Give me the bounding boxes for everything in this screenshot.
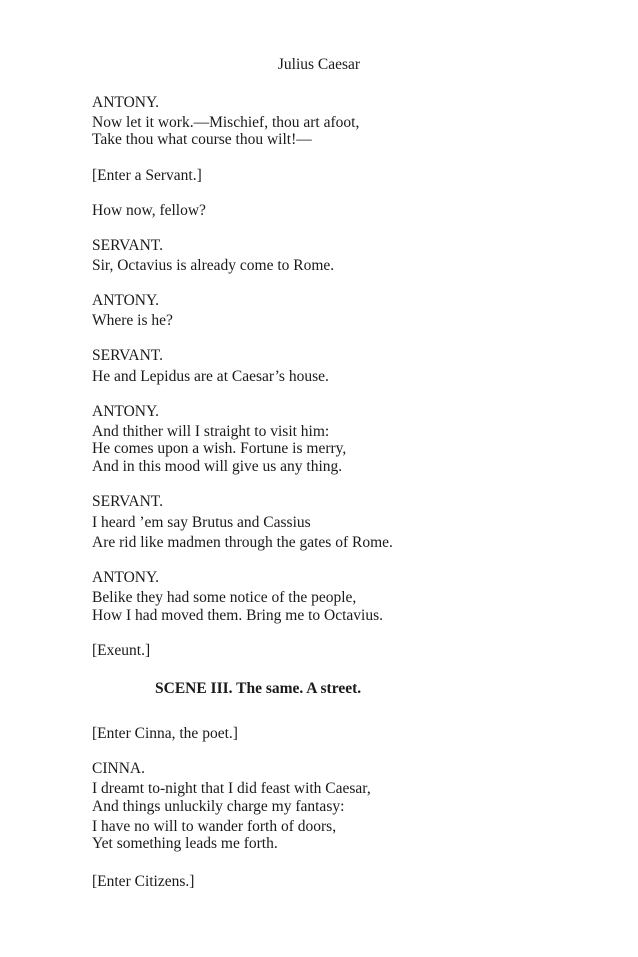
running-title: Julius Caesar xyxy=(277,56,361,73)
verse-line: Yet something leads me forth. xyxy=(92,835,278,852)
verse-line: Where is he? xyxy=(92,312,173,329)
speaker-name: SERVANT. xyxy=(92,493,163,510)
speaker-name: ANTONY. xyxy=(92,569,160,586)
verse-line: I heard ’em say Brutus and Cassius xyxy=(92,514,311,531)
verse-line: He and Lepidus are at Caesar’s house. xyxy=(92,368,329,385)
verse-line: I have no will to wander forth of doors, xyxy=(92,818,337,835)
verse-line: And thither will I straight to visit him: xyxy=(92,423,330,440)
verse-line: Now let it work.—Mischief, thou art afoot, xyxy=(92,114,360,131)
speaker-name: ANTONY. xyxy=(92,403,160,420)
speaker-name: SERVANT. xyxy=(92,237,163,254)
verse-line: And in this mood will give us any thing. xyxy=(92,458,343,475)
verse-line: Sir, Octavius is already come to Rome. xyxy=(92,257,335,274)
verse-line: He comes upon a wish. Fortune is merry, xyxy=(92,440,347,457)
verse-line: How now, fellow? xyxy=(92,202,206,219)
verse-line: Are rid like madmen through the gates of Rome. xyxy=(92,534,393,551)
stage-direction: [Enter a Servant.] xyxy=(92,167,202,184)
scene-heading: SCENE III. The same. A street. xyxy=(155,680,362,697)
verse-line: Belike they had some notice of the people, xyxy=(92,589,357,606)
stage-direction: [Exeunt.] xyxy=(92,642,151,659)
verse-line: Take thou what course thou wilt!— xyxy=(92,131,312,148)
stage-direction: [Enter Cinna, the poet.] xyxy=(92,725,238,742)
speaker-name: ANTONY. xyxy=(92,94,160,111)
speaker-name: ANTONY. xyxy=(92,292,160,309)
verse-line: And things unluckily charge my fantasy: xyxy=(92,798,345,815)
verse-line: How I had moved them. Bring me to Octavius. xyxy=(92,607,384,624)
stage-direction: [Enter Citizens.] xyxy=(92,873,195,890)
verse-line: I dreamt to-night that I did feast with Caesar, xyxy=(92,780,371,797)
speaker-name: SERVANT. xyxy=(92,347,163,364)
speaker-name: CINNA. xyxy=(92,760,145,777)
